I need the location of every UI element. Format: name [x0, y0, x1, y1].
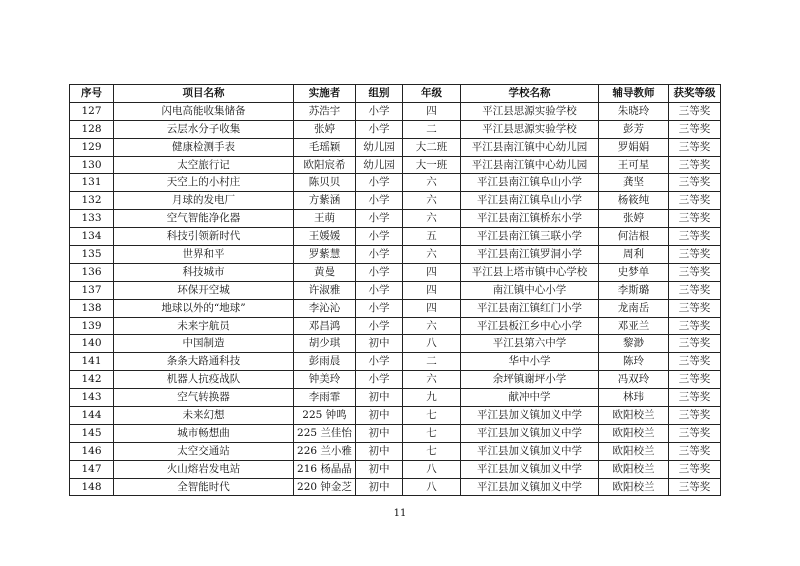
- cell-col-project-name: 健康检测手表: [114, 138, 294, 156]
- table-body: [70, 102, 721, 496]
- cell-col-teacher: 欧阳校兰: [599, 442, 669, 460]
- cell-col-grade: 四: [403, 281, 461, 299]
- header-col-teacher: 辅导教师: [599, 85, 669, 103]
- cell-col-school: 平江县第六中学: [461, 335, 599, 353]
- cell-col-school: 平江县加义镇加义中学: [461, 407, 599, 425]
- cell-col-project-name: 闪电高能收集储备: [114, 102, 294, 120]
- cell-col-teacher: 欧阳校兰: [599, 460, 669, 478]
- cell-col-author: 胡少琪: [294, 335, 356, 353]
- table-row: [70, 389, 721, 407]
- cell-col-index: 135: [70, 246, 114, 264]
- cell-col-grade: 六: [403, 246, 461, 264]
- cell-col-index: 140: [70, 335, 114, 353]
- cell-col-project-name: 全智能时代: [114, 478, 294, 496]
- cell-col-index: 130: [70, 156, 114, 174]
- cell-col-grade: 六: [403, 192, 461, 210]
- cell-col-school: 平江县思源实验学校: [461, 120, 599, 138]
- table-row: [70, 210, 721, 228]
- cell-col-school: 平江县思源实验学校: [461, 102, 599, 120]
- cell-col-teacher: 黎渺: [599, 335, 669, 353]
- table-row: [70, 353, 721, 371]
- cell-col-index: 127: [70, 102, 114, 120]
- cell-col-index: 147: [70, 460, 114, 478]
- cell-col-award: 三等奖: [669, 102, 721, 120]
- table-row: [70, 478, 721, 496]
- cell-col-school: 平江县加义镇加义中学: [461, 460, 599, 478]
- cell-col-grade: 七: [403, 424, 461, 442]
- cell-col-index: 145: [70, 424, 114, 442]
- cell-col-project-name: 空气智能净化器: [114, 210, 294, 228]
- cell-col-grade: 六: [403, 210, 461, 228]
- header-col-grade: 年级: [403, 85, 461, 103]
- cell-col-teacher: 龚坚: [599, 174, 669, 192]
- cell-col-school: 平江县南江镇三联小学: [461, 228, 599, 246]
- cell-col-school: 平江县加义镇加义中学: [461, 478, 599, 496]
- cell-col-author: 216 杨晶晶: [294, 460, 356, 478]
- header-col-author: 实施者: [294, 85, 356, 103]
- cell-col-author: 李雨霏: [294, 389, 356, 407]
- cell-col-project-name: 科技城市: [114, 263, 294, 281]
- cell-col-school: 平江县南江镇中心幼儿园: [461, 138, 599, 156]
- cell-col-school: 平江县加义镇加义中学: [461, 424, 599, 442]
- cell-col-award: 三等奖: [669, 389, 721, 407]
- cell-col-teacher: 罗娟娟: [599, 138, 669, 156]
- cell-col-group: 幼儿园: [356, 138, 403, 156]
- cell-col-group: 小学: [356, 102, 403, 120]
- page-number: 11: [393, 508, 407, 519]
- cell-col-teacher: 邓亚兰: [599, 317, 669, 335]
- cell-col-group: 小学: [356, 246, 403, 264]
- cell-col-grade: 八: [403, 478, 461, 496]
- table-row: [70, 299, 721, 317]
- table-row: [70, 335, 721, 353]
- cell-col-group: 小学: [356, 281, 403, 299]
- table-row: [70, 442, 721, 460]
- cell-col-group: 小学: [356, 317, 403, 335]
- header-col-index: 序号: [70, 85, 114, 103]
- cell-col-group: 初中: [356, 407, 403, 425]
- cell-col-author: 方紫涵: [294, 192, 356, 210]
- table-row: [70, 120, 721, 138]
- cell-col-project-name: 地球以外的“地球”: [114, 299, 294, 317]
- table-header-row: [70, 85, 721, 103]
- table-row: [70, 102, 721, 120]
- table-row: [70, 263, 721, 281]
- cell-col-teacher: 陈玲: [599, 353, 669, 371]
- table-row: [70, 317, 721, 335]
- cell-col-project-name: 科技引领新时代: [114, 228, 294, 246]
- cell-col-index: 132: [70, 192, 114, 210]
- cell-col-project-name: 云层水分子收集: [114, 120, 294, 138]
- cell-col-index: 144: [70, 407, 114, 425]
- cell-col-project-name: 未来幻想: [114, 407, 294, 425]
- table-row: [70, 246, 721, 264]
- header-col-group: 组别: [356, 85, 403, 103]
- cell-col-grade: 八: [403, 460, 461, 478]
- cell-col-group: 小学: [356, 228, 403, 246]
- cell-col-school: 平江县南江镇阜山小学: [461, 192, 599, 210]
- cell-col-index: 131: [70, 174, 114, 192]
- table-row: [70, 407, 721, 425]
- cell-col-award: 三等奖: [669, 353, 721, 371]
- cell-col-award: 三等奖: [669, 281, 721, 299]
- cell-col-teacher: 何洁根: [599, 228, 669, 246]
- cell-col-grade: 四: [403, 102, 461, 120]
- cell-col-project-name: 城市畅想曲: [114, 424, 294, 442]
- cell-col-author: 苏浩宇: [294, 102, 356, 120]
- cell-col-group: 初中: [356, 389, 403, 407]
- cell-col-grade: 七: [403, 407, 461, 425]
- table-row: [70, 156, 721, 174]
- cell-col-teacher: 张婷: [599, 210, 669, 228]
- cell-col-project-name: 世界和平: [114, 246, 294, 264]
- cell-col-group: 初中: [356, 442, 403, 460]
- cell-col-teacher: 龙南岳: [599, 299, 669, 317]
- cell-col-award: 三等奖: [669, 174, 721, 192]
- cell-col-award: 三等奖: [669, 442, 721, 460]
- cell-col-grade: 四: [403, 299, 461, 317]
- cell-col-teacher: 冯双玲: [599, 371, 669, 389]
- cell-col-award: 三等奖: [669, 407, 721, 425]
- cell-col-author: 220 钟金芝: [294, 478, 356, 496]
- cell-col-school: 平江县板江乡中心小学: [461, 317, 599, 335]
- cell-col-award: 三等奖: [669, 156, 721, 174]
- cell-col-school: 华中小学: [461, 353, 599, 371]
- cell-col-teacher: 杨筱纯: [599, 192, 669, 210]
- cell-col-author: 226 兰小雅: [294, 442, 356, 460]
- cell-col-project-name: 太空旅行记: [114, 156, 294, 174]
- cell-col-index: 133: [70, 210, 114, 228]
- cell-col-index: 139: [70, 317, 114, 335]
- cell-col-grade: 六: [403, 174, 461, 192]
- cell-col-project-name: 机器人抗疫战队: [114, 371, 294, 389]
- cell-col-index: 129: [70, 138, 114, 156]
- cell-col-author: 225 钟鸣: [294, 407, 356, 425]
- cell-col-project-name: 空气转换器: [114, 389, 294, 407]
- cell-col-award: 三等奖: [669, 317, 721, 335]
- cell-col-author: 欧阳宸希: [294, 156, 356, 174]
- cell-col-grade: 二: [403, 120, 461, 138]
- cell-col-project-name: 未来宇航员: [114, 317, 294, 335]
- cell-col-author: 王媛媛: [294, 228, 356, 246]
- cell-col-school: 平江县南江镇阜山小学: [461, 174, 599, 192]
- cell-col-author: 邓昌鸿: [294, 317, 356, 335]
- cell-col-award: 三等奖: [669, 120, 721, 138]
- cell-col-grade: 大二班: [403, 138, 461, 156]
- cell-col-school: 平江县南江镇中心幼儿园: [461, 156, 599, 174]
- cell-col-school: 平江县南江镇红门小学: [461, 299, 599, 317]
- cell-col-group: 小学: [356, 192, 403, 210]
- cell-col-index: 143: [70, 389, 114, 407]
- cell-col-award: 三等奖: [669, 335, 721, 353]
- cell-col-grade: 七: [403, 442, 461, 460]
- cell-col-author: 黄曼: [294, 263, 356, 281]
- cell-col-index: 146: [70, 442, 114, 460]
- awards-table: [69, 84, 721, 496]
- cell-col-grade: 八: [403, 335, 461, 353]
- cell-col-award: 三等奖: [669, 263, 721, 281]
- cell-col-project-name: 月球的发电厂: [114, 192, 294, 210]
- cell-col-index: 141: [70, 353, 114, 371]
- table-row: [70, 371, 721, 389]
- cell-col-award: 三等奖: [669, 299, 721, 317]
- cell-col-grade: 九: [403, 389, 461, 407]
- cell-col-author: 毛瑶颖: [294, 138, 356, 156]
- header-col-school: 学校名称: [461, 85, 599, 103]
- cell-col-award: 三等奖: [669, 460, 721, 478]
- cell-col-school: 平江县南江镇罗洞小学: [461, 246, 599, 264]
- cell-col-school: 平江县加义镇加义中学: [461, 442, 599, 460]
- cell-col-index: 134: [70, 228, 114, 246]
- cell-col-school: 南江镇中心小学: [461, 281, 599, 299]
- cell-col-author: 许淑雅: [294, 281, 356, 299]
- cell-col-grade: 六: [403, 371, 461, 389]
- cell-col-grade: 四: [403, 263, 461, 281]
- cell-col-award: 三等奖: [669, 228, 721, 246]
- cell-col-index: 142: [70, 371, 114, 389]
- cell-col-school: 平江县上塔市镇中心学校: [461, 263, 599, 281]
- table-row: [70, 192, 721, 210]
- table-row: [70, 460, 721, 478]
- cell-col-index: 128: [70, 120, 114, 138]
- cell-col-award: 三等奖: [669, 138, 721, 156]
- header-col-award: 获奖等级: [669, 85, 721, 103]
- cell-col-index: 138: [70, 299, 114, 317]
- cell-col-project-name: 条条大路通科技: [114, 353, 294, 371]
- cell-col-group: 小学: [356, 263, 403, 281]
- cell-col-teacher: 李斯璐: [599, 281, 669, 299]
- cell-col-author: 225 兰佳怡: [294, 424, 356, 442]
- cell-col-school: 献冲中学: [461, 389, 599, 407]
- table-row: [70, 424, 721, 442]
- cell-col-author: 罗紫慧: [294, 246, 356, 264]
- cell-col-project-name: 太空交通站: [114, 442, 294, 460]
- cell-col-group: 幼儿园: [356, 156, 403, 174]
- header-col-project-name: 项目名称: [114, 85, 294, 103]
- cell-col-group: 初中: [356, 424, 403, 442]
- cell-col-group: 初中: [356, 460, 403, 478]
- cell-col-award: 三等奖: [669, 478, 721, 496]
- cell-col-project-name: 环保开空城: [114, 281, 294, 299]
- cell-col-teacher: 欧阳校兰: [599, 424, 669, 442]
- cell-col-group: 初中: [356, 478, 403, 496]
- cell-col-group: 小学: [356, 210, 403, 228]
- cell-col-award: 三等奖: [669, 192, 721, 210]
- cell-col-teacher: 王可星: [599, 156, 669, 174]
- cell-col-award: 三等奖: [669, 371, 721, 389]
- cell-col-group: 小学: [356, 299, 403, 317]
- cell-col-group: 小学: [356, 174, 403, 192]
- cell-col-school: 余坪镇谢坪小学: [461, 371, 599, 389]
- cell-col-grade: 二: [403, 353, 461, 371]
- cell-col-project-name: 中国制造: [114, 335, 294, 353]
- cell-col-index: 137: [70, 281, 114, 299]
- cell-col-author: 张婷: [294, 120, 356, 138]
- cell-col-teacher: 林玮: [599, 389, 669, 407]
- cell-col-grade: 五: [403, 228, 461, 246]
- cell-col-author: 陈贝贝: [294, 174, 356, 192]
- cell-col-teacher: 彭芳: [599, 120, 669, 138]
- table-row: [70, 174, 721, 192]
- cell-col-teacher: 欧阳校兰: [599, 478, 669, 496]
- table-row: [70, 281, 721, 299]
- cell-col-award: 三等奖: [669, 424, 721, 442]
- cell-col-index: 148: [70, 478, 114, 496]
- cell-col-group: 初中: [356, 335, 403, 353]
- cell-col-author: 李沁沁: [294, 299, 356, 317]
- cell-col-group: 小学: [356, 120, 403, 138]
- table-row: [70, 228, 721, 246]
- cell-col-teacher: 史梦单: [599, 263, 669, 281]
- cell-col-award: 三等奖: [669, 246, 721, 264]
- cell-col-group: 小学: [356, 353, 403, 371]
- cell-col-school: 平江县南江镇桥东小学: [461, 210, 599, 228]
- table-row: [70, 138, 721, 156]
- cell-col-author: 彭雨晨: [294, 353, 356, 371]
- cell-col-teacher: 周利: [599, 246, 669, 264]
- cell-col-award: 三等奖: [669, 210, 721, 228]
- cell-col-grade: 大一班: [403, 156, 461, 174]
- cell-col-project-name: 火山熔岩发电站: [114, 460, 294, 478]
- cell-col-grade: 六: [403, 317, 461, 335]
- cell-col-teacher: 朱晓玲: [599, 102, 669, 120]
- cell-col-author: 王萌: [294, 210, 356, 228]
- cell-col-teacher: 欧阳校兰: [599, 407, 669, 425]
- cell-col-group: 小学: [356, 371, 403, 389]
- cell-col-index: 136: [70, 263, 114, 281]
- cell-col-author: 钟美玲: [294, 371, 356, 389]
- cell-col-project-name: 天空上的小村庄: [114, 174, 294, 192]
